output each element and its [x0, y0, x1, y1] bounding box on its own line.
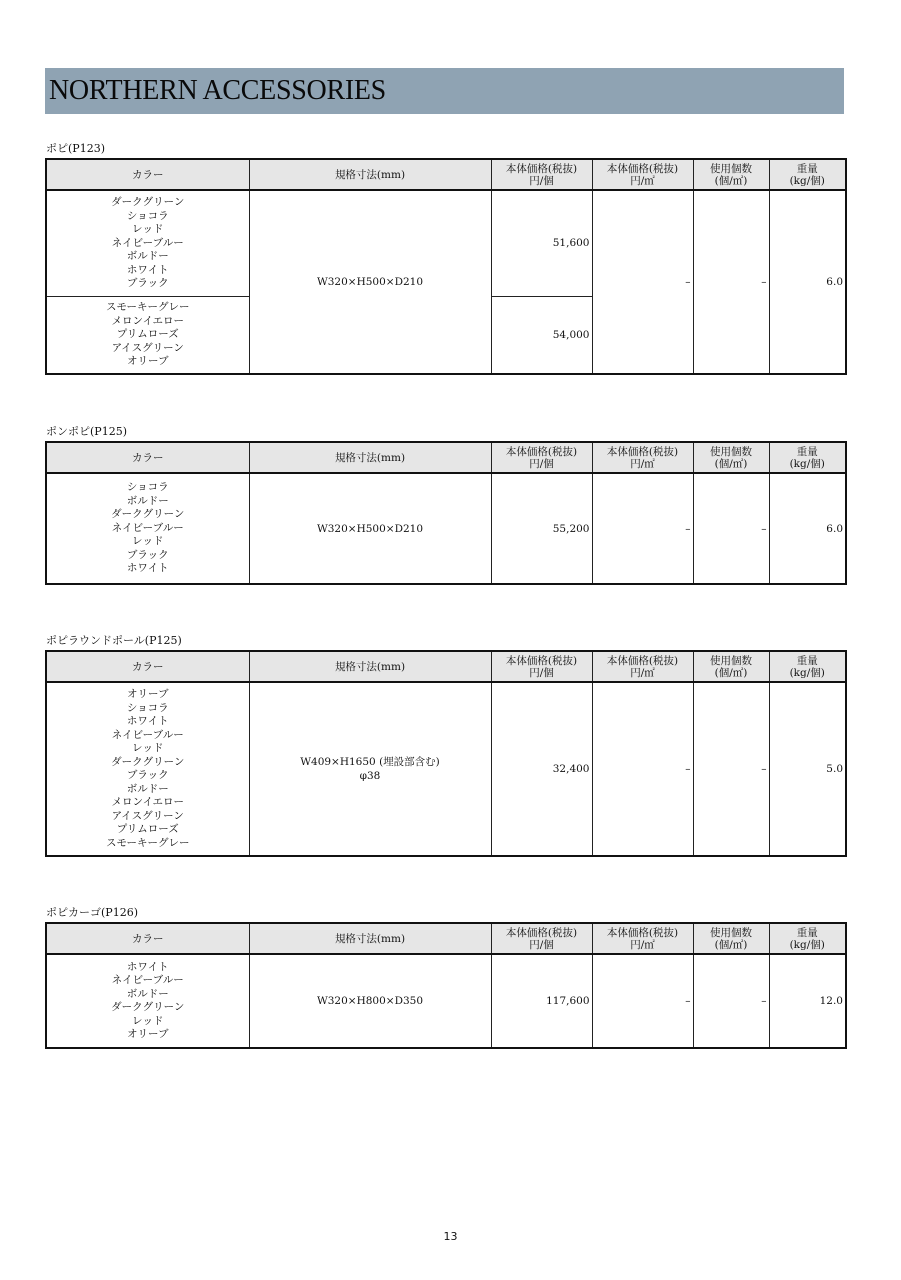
list-item: ホワイト [126, 562, 169, 575]
column-header: 本体価格(税抜) 円/個 [491, 923, 592, 954]
list-item: ネイビーブルー [111, 728, 184, 741]
list-item: φ38 [359, 770, 381, 782]
list-item: ネイビーブルー [111, 521, 184, 534]
price-cell: 32,400 [491, 682, 592, 856]
section-title: ポピラウンドポール(P125) [46, 634, 182, 647]
list-item: ダークグリーン [111, 1001, 185, 1013]
color-list [46, 473, 249, 584]
price-m2-cell: – [592, 190, 693, 374]
column-header: 規格寸法(mm) [249, 651, 491, 682]
table-header-row [46, 159, 846, 190]
color-list [46, 682, 249, 856]
color-list [46, 954, 249, 1048]
list-item: ネイビーブルー [111, 974, 184, 986]
list-item: レッド [132, 742, 164, 754]
list-item: ホワイト [126, 960, 169, 973]
table-header-row [46, 923, 846, 954]
list-item: メロンイエロー [111, 796, 185, 808]
section-title: ポピ(P123) [46, 142, 105, 155]
column-header: 重量 (kg/個) [769, 159, 846, 190]
list-item: ホワイト [126, 263, 169, 276]
count-cell: – [693, 682, 769, 856]
column-header: 重量 (kg/個) [769, 923, 846, 954]
list-item: ボルドー [126, 782, 169, 795]
column-header: カラー [46, 923, 249, 954]
table-row [46, 190, 846, 296]
size-cell: W320×H500×D210 [249, 473, 491, 584]
list-item: スモーキーグレー [105, 301, 190, 313]
color-list [46, 190, 249, 296]
section-title: ポピカーゴ(P126) [46, 906, 138, 919]
column-header: 使用個数 (個/㎡) [693, 923, 769, 954]
list-item: ホワイト [126, 715, 169, 727]
section-title: ポンポピ(P125) [46, 425, 127, 438]
spec-table [45, 158, 847, 375]
column-header: 重量 (kg/個) [769, 442, 846, 473]
list-item: ショコラ [126, 701, 169, 714]
list-item: ショコラ [126, 209, 169, 222]
list-item: ボルドー [126, 494, 169, 507]
column-header: カラー [46, 651, 249, 682]
weight-cell: 5.0 [769, 682, 846, 856]
column-header: 使用個数 (個/㎡) [693, 651, 769, 682]
list-item: レッド [132, 535, 164, 548]
column-header: 本体価格(税抜) 円/㎡ [592, 651, 693, 682]
list-item: ネイビーブルー [111, 236, 184, 249]
column-header: 本体価格(税抜) 円/㎡ [592, 442, 693, 473]
list-item: ダークグリーン [111, 755, 185, 768]
price-cell: 117,600 [491, 954, 592, 1048]
column-header: 本体価格(税抜) 円/個 [491, 159, 592, 190]
table-row [46, 954, 846, 1048]
list-item: ダークグリーン [111, 196, 185, 208]
list-item: ダークグリーン [111, 508, 185, 521]
list-item: レッド [132, 223, 164, 235]
table-row [46, 473, 846, 584]
list-item: アイスグリーン [111, 809, 184, 822]
list-item: ブラック [126, 548, 169, 561]
list-item: プリムローズ [116, 328, 179, 340]
color-list [46, 296, 249, 374]
list-item: アイスグリーン [111, 341, 184, 354]
list-item: オリーブ [127, 1028, 169, 1040]
price-cell: 51,600 [491, 190, 592, 296]
column-header: カラー [46, 442, 249, 473]
column-header: 本体価格(税抜) 円/㎡ [592, 159, 693, 190]
count-cell: – [693, 190, 769, 374]
column-header: 使用個数 (個/㎡) [693, 159, 769, 190]
list-item: スモーキーグレー [105, 836, 190, 849]
title-banner [45, 68, 844, 114]
column-header: 本体価格(税抜) 円/㎡ [592, 923, 693, 954]
table-header-row [46, 442, 846, 473]
list-item: ボルドー [126, 250, 169, 262]
list-item: プリムローズ [116, 823, 179, 835]
weight-cell: 6.0 [769, 473, 846, 584]
column-header: 規格寸法(mm) [249, 442, 491, 473]
list-item: W409×H1650 (埋設部含む) [300, 756, 440, 768]
price-m2-cell: – [592, 954, 693, 1048]
price-m2-cell: – [592, 682, 693, 856]
list-item: オリーブ [127, 355, 169, 367]
column-header: 規格寸法(mm) [249, 159, 491, 190]
list-item: メロンイエロー [111, 314, 185, 327]
list-item: ブラック [126, 277, 169, 289]
spec-table [45, 650, 847, 857]
spec-table [45, 922, 847, 1049]
list-item: ショコラ [126, 481, 169, 494]
column-header: 本体価格(税抜) 円/個 [491, 651, 592, 682]
price-cell: 55,200 [491, 473, 592, 584]
list-item: レッド [132, 1014, 164, 1027]
price-cell: 54,000 [491, 296, 592, 374]
weight-cell: 12.0 [769, 954, 846, 1048]
column-header: 重量 (kg/個) [769, 651, 846, 682]
page-number: 13 [443, 1230, 458, 1243]
column-header: 使用個数 (個/㎡) [693, 442, 769, 473]
column-header: カラー [46, 159, 249, 190]
page-title: NORTHERN ACCESSORIES [49, 75, 386, 106]
price-m2-cell: – [592, 473, 693, 584]
column-header: 本体価格(税抜) 円/個 [491, 442, 592, 473]
count-cell: – [693, 473, 769, 584]
count-cell: – [693, 954, 769, 1048]
column-header: 規格寸法(mm) [249, 923, 491, 954]
list-item: ブラック [126, 769, 169, 781]
size-cell: W320×H500×D210 [249, 190, 491, 374]
list-item: オリーブ [127, 688, 169, 700]
size-cell: W320×H800×D350 [249, 954, 491, 1048]
size-cell [249, 682, 491, 856]
spec-table [45, 441, 847, 585]
weight-cell: 6.0 [769, 190, 846, 374]
list-item: ボルドー [126, 987, 169, 1000]
table-row [46, 682, 846, 856]
table-header-row [46, 651, 846, 682]
